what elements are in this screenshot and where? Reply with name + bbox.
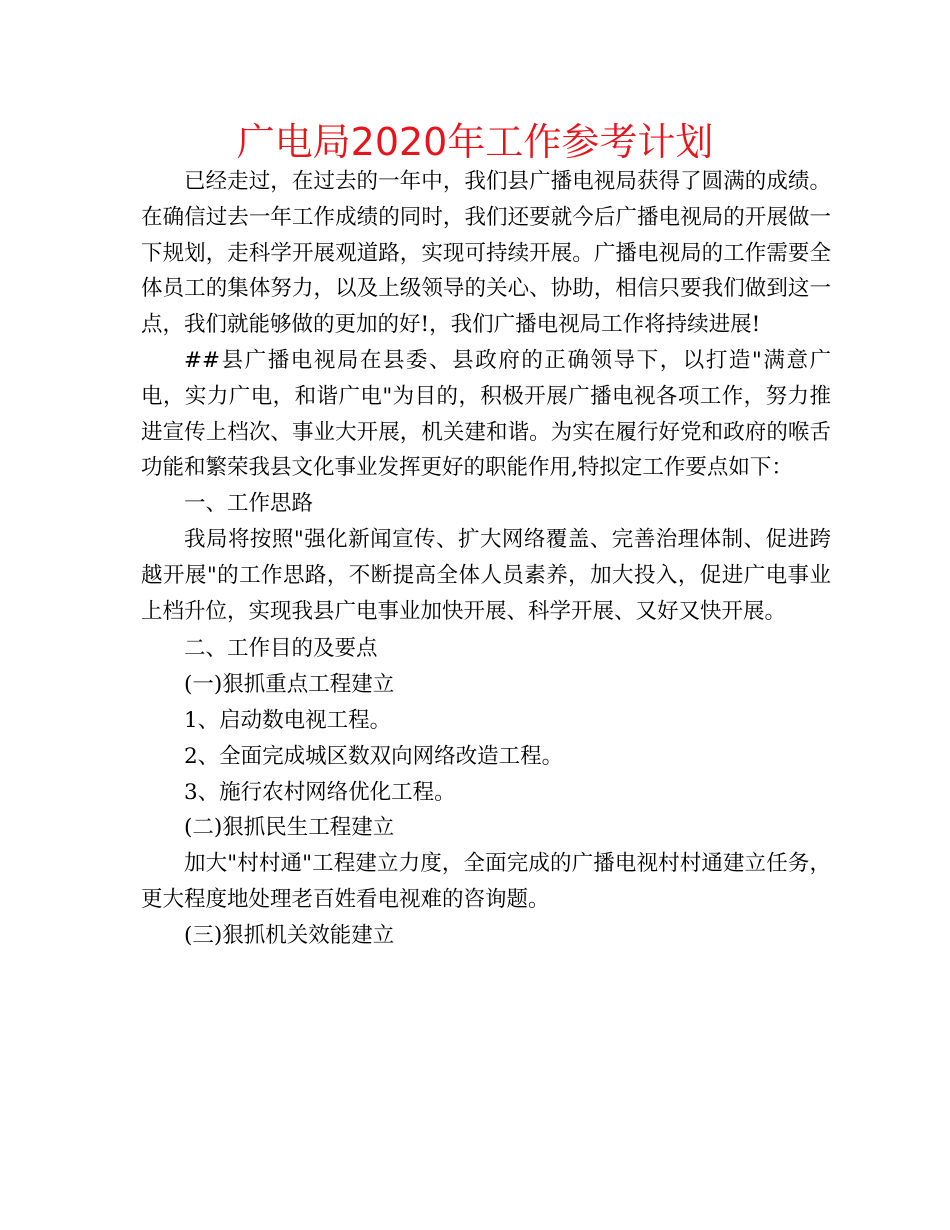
subheading-key-projects: (一)狠抓重点工程建立 (184, 672, 395, 698)
heading-work-thinking: 一、工作思路 (184, 491, 314, 517)
heading-goals: 二、工作目的及要点 (184, 636, 378, 662)
paragraph-overview: ##县广播电视局在县委、县政府的正确领导下，以打造"满意广电，实力广电，和谐广电"为目的，积极开展广播电视各项工作，努力推进宣传上档次、事业大开展，机关建和谐。为实在履行好党和政府的喉舌功能和繁荣我县文化事业发挥更好的职能作用,特拟定工作要点如下： (141, 347, 831, 481)
paragraph-livelihood: 加大"村村通"工程建立力度，全面完成的广播电视村村通建立任务，更大程度地处理老百姓看电视难的咨询题。 (141, 851, 831, 912)
paragraph-work-thinking: 我局将按照"强化新闻宣传、扩大网络覆盖、完善治理体制、促进跨越开展"的工作思路，不断提高全体人员素养，加大投入，促进广电事业上档升位，实现我县广电事业加快开展、科学开展、又好又快开展。 (141, 526, 831, 624)
document-body (141, 164, 831, 954)
subheading-efficiency: (三)狠抓机关效能建立 (184, 922, 395, 948)
document-title: 广电局2020年工作参考计划 (236, 120, 714, 164)
list-item-1: 1、启动数电视工程。 (184, 707, 392, 733)
subheading-livelihood: (二)狠抓民生工程建立 (184, 815, 395, 841)
list-item-3: 3、施行农村网络优化工程。 (184, 779, 456, 805)
paragraph-intro: 已经走过，在过去的一年中，我们县广播电视局获得了圆满的成绩。在确信过去一年工作成绩的同时，我们还要就今后广播电视局的开展做一下规划，走科学开展观道路，实现可持续开展。广播电视局的工作需要全体员工的集体努力，以及上级领导的关心、协助，相信只要我们做到这一点，我们就能够做的更加的好!，我们广播电视局工作将持续进展! (141, 169, 831, 338)
list-item-2: 2、全面完成城区数双向网络改造工程。 (184, 743, 564, 769)
